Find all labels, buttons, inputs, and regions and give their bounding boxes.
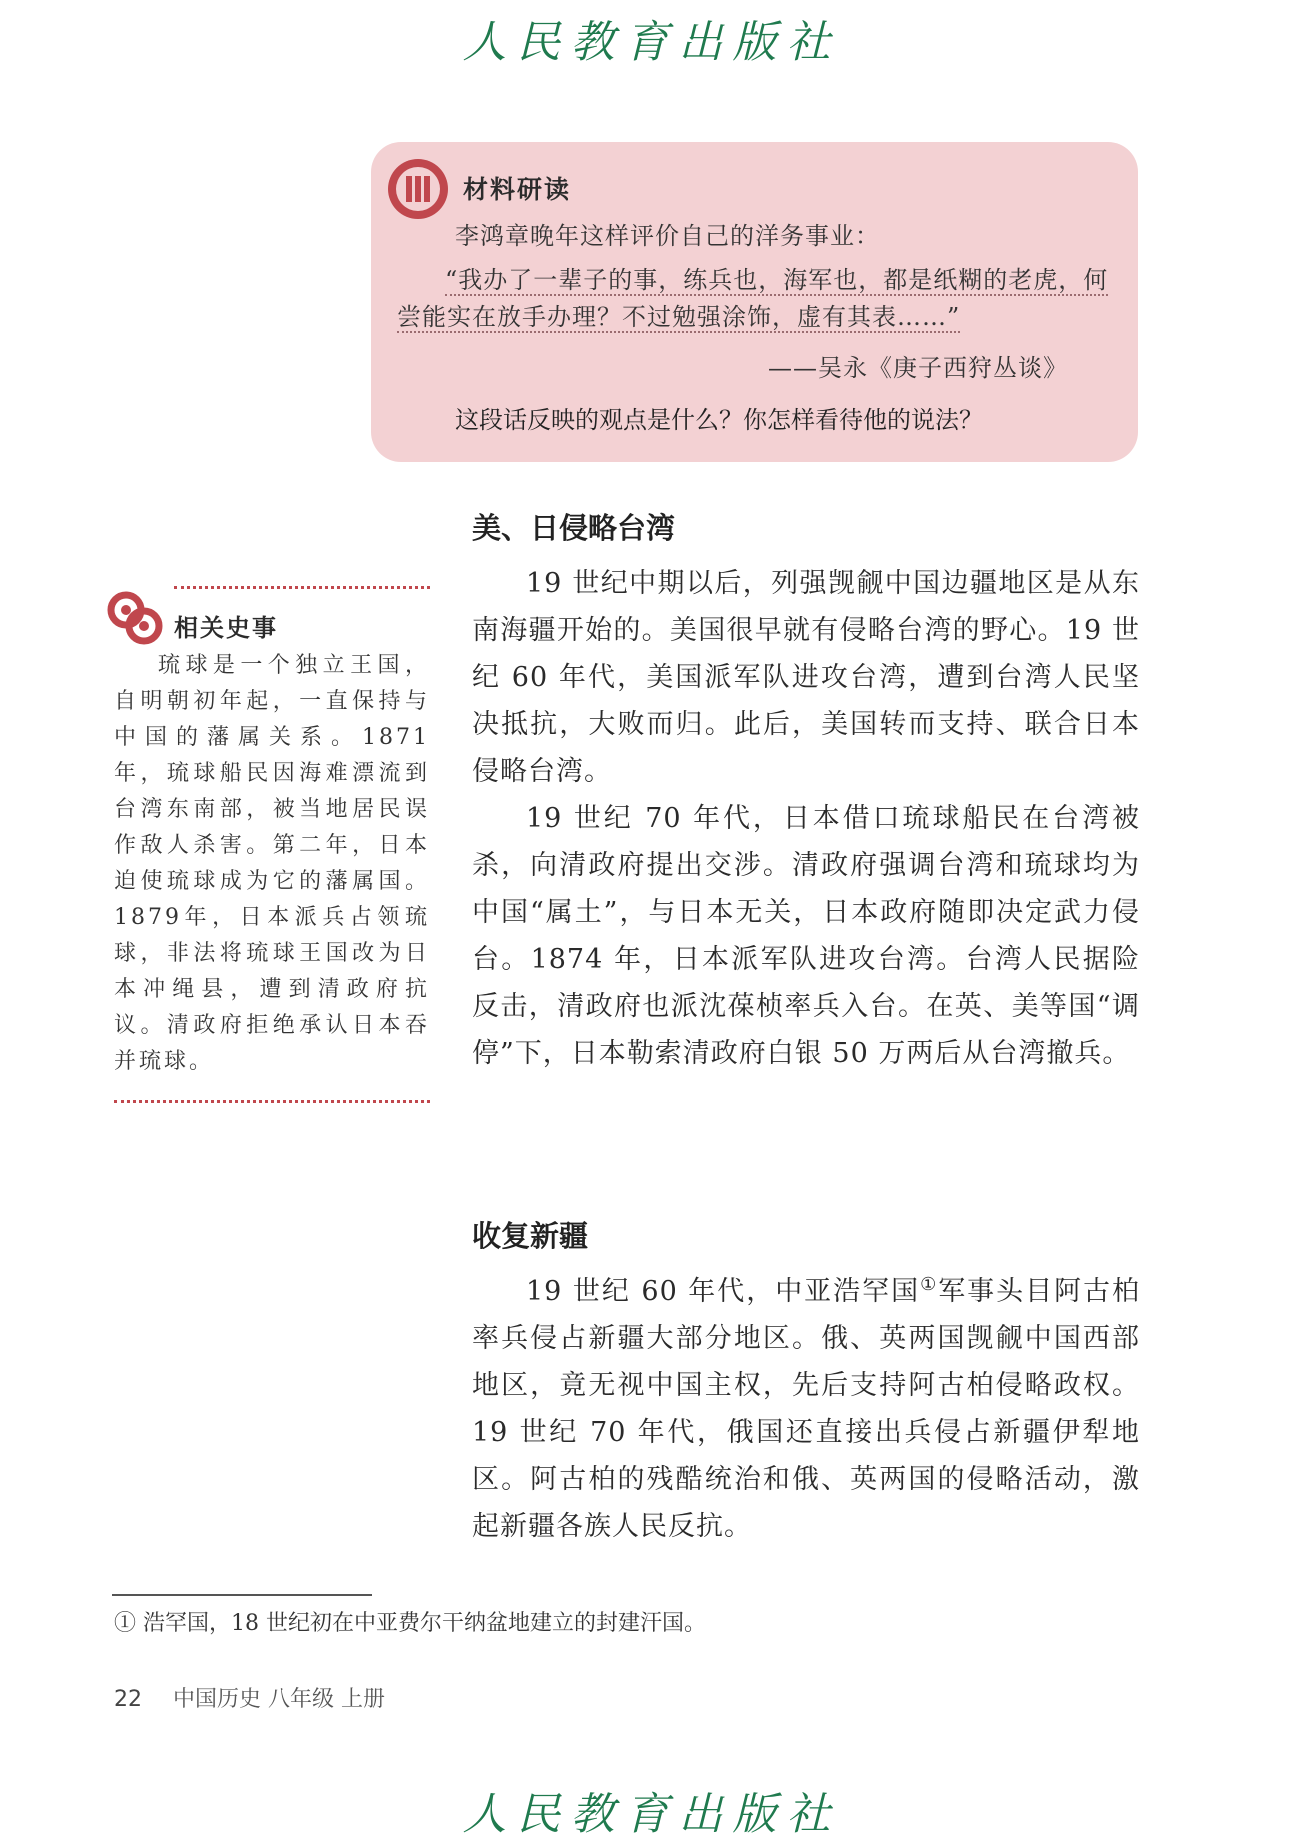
material-source: ——吴永《庚子西狩丛谈》 — [768, 354, 1068, 382]
publisher-logo-bottom: 人民教育出版社 — [462, 1789, 841, 1840]
sidebar-bottom-divider — [114, 1100, 430, 1103]
sidebar-title: 相关史事 — [174, 614, 278, 642]
material-quote-text: “我办了一辈子的事，练兵也，海军也，都是纸糊的老虎，何尝能实在放手办理？不过勉强涂饰，虚有其表……” — [397, 266, 1109, 331]
page-number: 22 — [114, 1687, 142, 1712]
material-study-icon — [385, 156, 451, 222]
book-title: 中国历史 八年级 上册 — [173, 1687, 385, 1712]
footnote-marker[interactable]: ① — [920, 1274, 939, 1295]
section-title: 美、日侵略台湾 — [472, 511, 676, 545]
paragraph: 19 世纪 70 年代，日本借口琉球船民在台湾被杀，向清政府提出交涉。清政府强调台湾和琉球均为中国“属土”，与日本无关，日本政府随即决定武力侵台。1874 年，日本派军队进攻台湾。台湾人民据险反击，清政府也派沈葆桢率兵入台。在英、美等国“调停”下，日本勒索清政府白银 50 万两后从台湾撤兵。 — [472, 803, 1140, 1069]
material-study-box — [371, 142, 1138, 462]
paragraph-text-rest: 军事头目阿古柏率兵侵占新疆大部分地区。俄、英两国觊觎中国西部地区，竟无视中国主权，先后支持阿古柏侵略政权。19 世纪 70 年代，俄国还直接出兵侵占新疆伊犁地区。阿古柏的残酷统治和俄、英两国的侵略活动，激起新疆各族人民反抗。 — [472, 1276, 1141, 1542]
paragraph-text-start: 19 世纪 60 年代，中亚浩罕国 — [526, 1276, 921, 1307]
sidebar-top-divider — [174, 586, 430, 589]
material-intro: 李鸿章晚年这样评价自己的洋务事业： — [455, 222, 880, 250]
section-taiwan — [472, 508, 1140, 1077]
material-quote — [397, 262, 1113, 336]
related-history-icon — [106, 588, 166, 648]
section-title: 收复新疆 — [472, 1219, 589, 1253]
page-footer — [114, 1682, 385, 1713]
material-question: 这段话反映的观点是什么？你怎样看待他的说法？ — [455, 406, 983, 434]
paragraph — [472, 1268, 1140, 1550]
paragraph: 19 世纪中期以后，列强觊觎中国边疆地区是从东南海疆开始的。美国很早就有侵略台湾的野心。19 世纪 60 年代，美国派军队进攻台湾，遭到台湾人民坚决抵抗，大败而归。此后，美国转而支持、联合日本侵略台湾。 — [472, 568, 1140, 787]
footnote-divider — [112, 1594, 372, 1596]
section-xinjiang — [472, 1216, 1140, 1550]
material-title: 材料研读 — [463, 175, 572, 204]
publisher-logo-top: 人民教育出版社 — [462, 17, 841, 68]
footnote: ① 浩罕国，18 世纪初在中亚费尔干纳盆地建立的封建汗国。 — [114, 1611, 706, 1636]
sidebar-body: 琉球是一个独立王国，自明朝初年起，一直保持与中国的藩属关系。1871年，琉球船民因海难漂流到台湾东南部，被当地居民误作敌人杀害。第二年，日本迫使琉球成为它的藩属国。1879年，日本派兵占领琉球，非法将琉球王国改为日本冲绳县，遭到清政府抗议。清政府拒绝承认日本吞并琉球。 — [114, 653, 430, 1074]
